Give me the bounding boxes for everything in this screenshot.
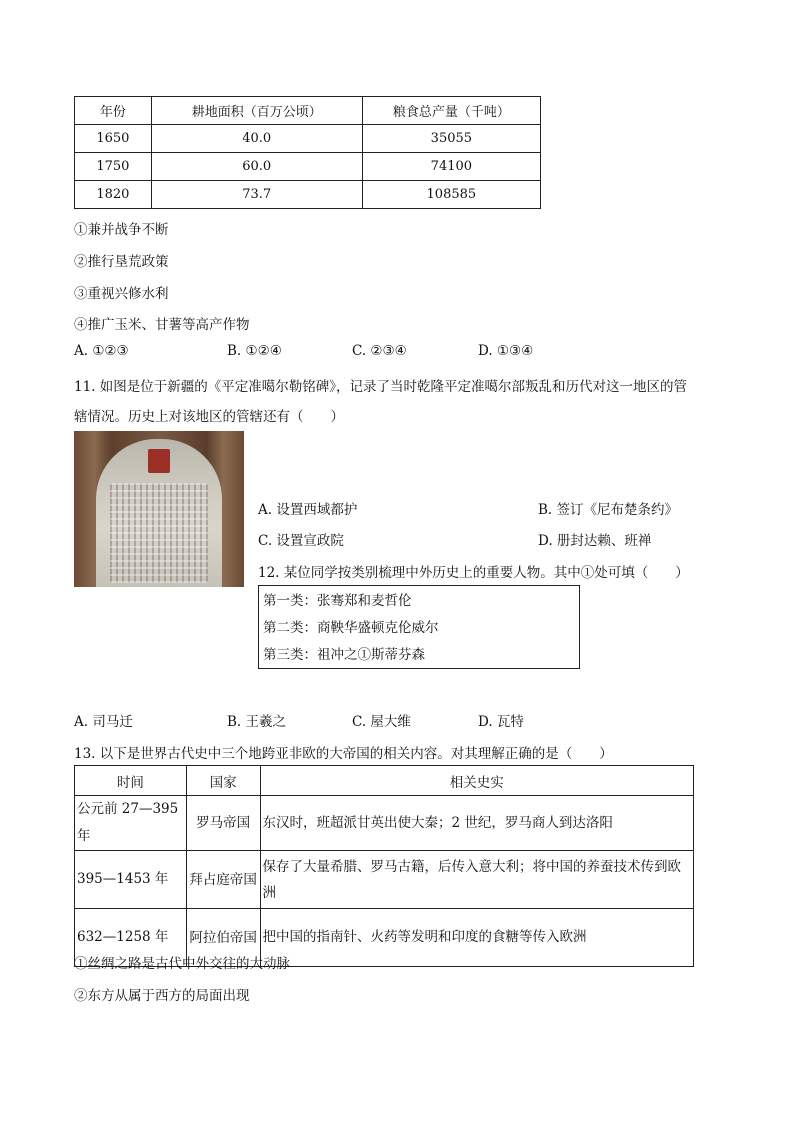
q10-item-2: ②推行垦荒政策 [74,254,169,270]
header-cell: 国家 [186,766,260,796]
header-cell: 相关史实 [260,766,694,796]
category-line-2: 第二类：商鞅华盛顿克伦威尔 [263,620,439,636]
country-cell: 阿拉伯帝国 [189,929,257,946]
table-header-row [75,766,694,796]
farmland-grain-table [74,96,541,209]
q12-category-box [258,585,580,669]
q10-item-3: ③重视兴修水利 [74,286,169,302]
stele-photo [74,431,244,587]
country-cell: 拜占庭帝国 [189,871,257,888]
q11-stem-line-1: 11. 如图是位于新疆的《平定准噶尔勒铭碑》，记录了当时乾隆平定准噶尔部叛乱和历代对这一地区的管 [74,379,688,395]
header-cell: 耕地面积（百万公顷） [151,97,362,125]
table-header-row [75,97,541,125]
q13-stem: 13. 以下是世界古代史中三个地跨亚非欧的大帝国的相关内容。对其理解正确的是（ ） [74,746,613,762]
table-cell: 60.0 [151,153,362,181]
q12-option-b: B. 王羲之 [227,714,287,730]
q10-item-4: ④推广玉米、甘薯等高产作物 [74,317,250,333]
q11-option-a: A. 设置西域都护 [258,502,358,518]
stele-seal-icon [148,449,170,473]
q11-option-c: C. 设置宣政院 [258,533,344,549]
q12-option-d: D. 瓦特 [478,714,524,730]
country-cell: 罗马帝国 [196,814,251,831]
time-cell: 632—1258 年 [77,929,169,945]
table-cell: 40.0 [151,125,362,153]
table-cell: 73.7 [151,181,362,209]
q11-option-b: B. 签订《尼布楚条约》 [538,502,679,518]
category-line-3: 第三类：祖冲之①斯蒂芬森 [263,647,425,663]
q12-option-c: C. 屋大维 [352,714,411,730]
q10-item-1: ①兼并战争不断 [74,222,169,238]
table-cell: 1650 [75,125,152,153]
table-cell: 1750 [75,153,152,181]
table-row [75,851,694,909]
time-cell: 公元前 27—395 年 [77,801,179,844]
table-row [75,796,694,851]
category-line-1: 第一类：张骞郑和麦哲伦 [263,593,412,609]
table-row [75,181,541,209]
header-cell: 年份 [75,97,152,125]
q12-stem: 12. 某位同学按类别梳理中外历史上的重要人物。其中①处可填（ ） [258,565,689,581]
q10-option-c: C. ②③④ [352,343,407,359]
q10-option-d: D. ①③④ [478,343,534,359]
table-cell: 74100 [362,153,540,181]
q13-item-1: ①丝绸之路是古代中外交往的大动脉 [74,956,290,972]
q11-option-d: D. 册封达赖、班禅 [538,533,652,549]
q13-item-2: ②东方从属于西方的局面出现 [74,988,250,1004]
table-row [75,153,541,181]
header-cell: 粮食总产量（千吨） [362,97,540,125]
table-row [75,125,541,153]
table-cell: 1820 [75,181,152,209]
q10-option-a: A. ①②③ [74,343,129,359]
table-cell: 108585 [362,181,540,209]
fact-cell: 东汉时，班超派甘英出使大秦；2 世纪，罗马商人到达洛阳 [262,814,613,831]
table-cell: 35055 [362,125,540,153]
header-cell: 时间 [75,766,187,796]
q12-option-a: A. 司马迁 [74,714,133,730]
fact-cell: 把中国的指南针、火药等发明和印度的食糖等传入欧洲 [262,929,587,945]
time-cell: 395—1453 年 [77,871,169,887]
q11-stem-line-2: 辖情况。历史上对该地区的管辖还有（ ） [74,409,344,425]
fact-cell: 保存了大量希腊、罗马古籍，后传入意大利；将中国的养蚕技术传到欧洲 [262,858,681,901]
empires-table [74,765,694,967]
q10-option-b: B. ①②④ [227,343,282,359]
